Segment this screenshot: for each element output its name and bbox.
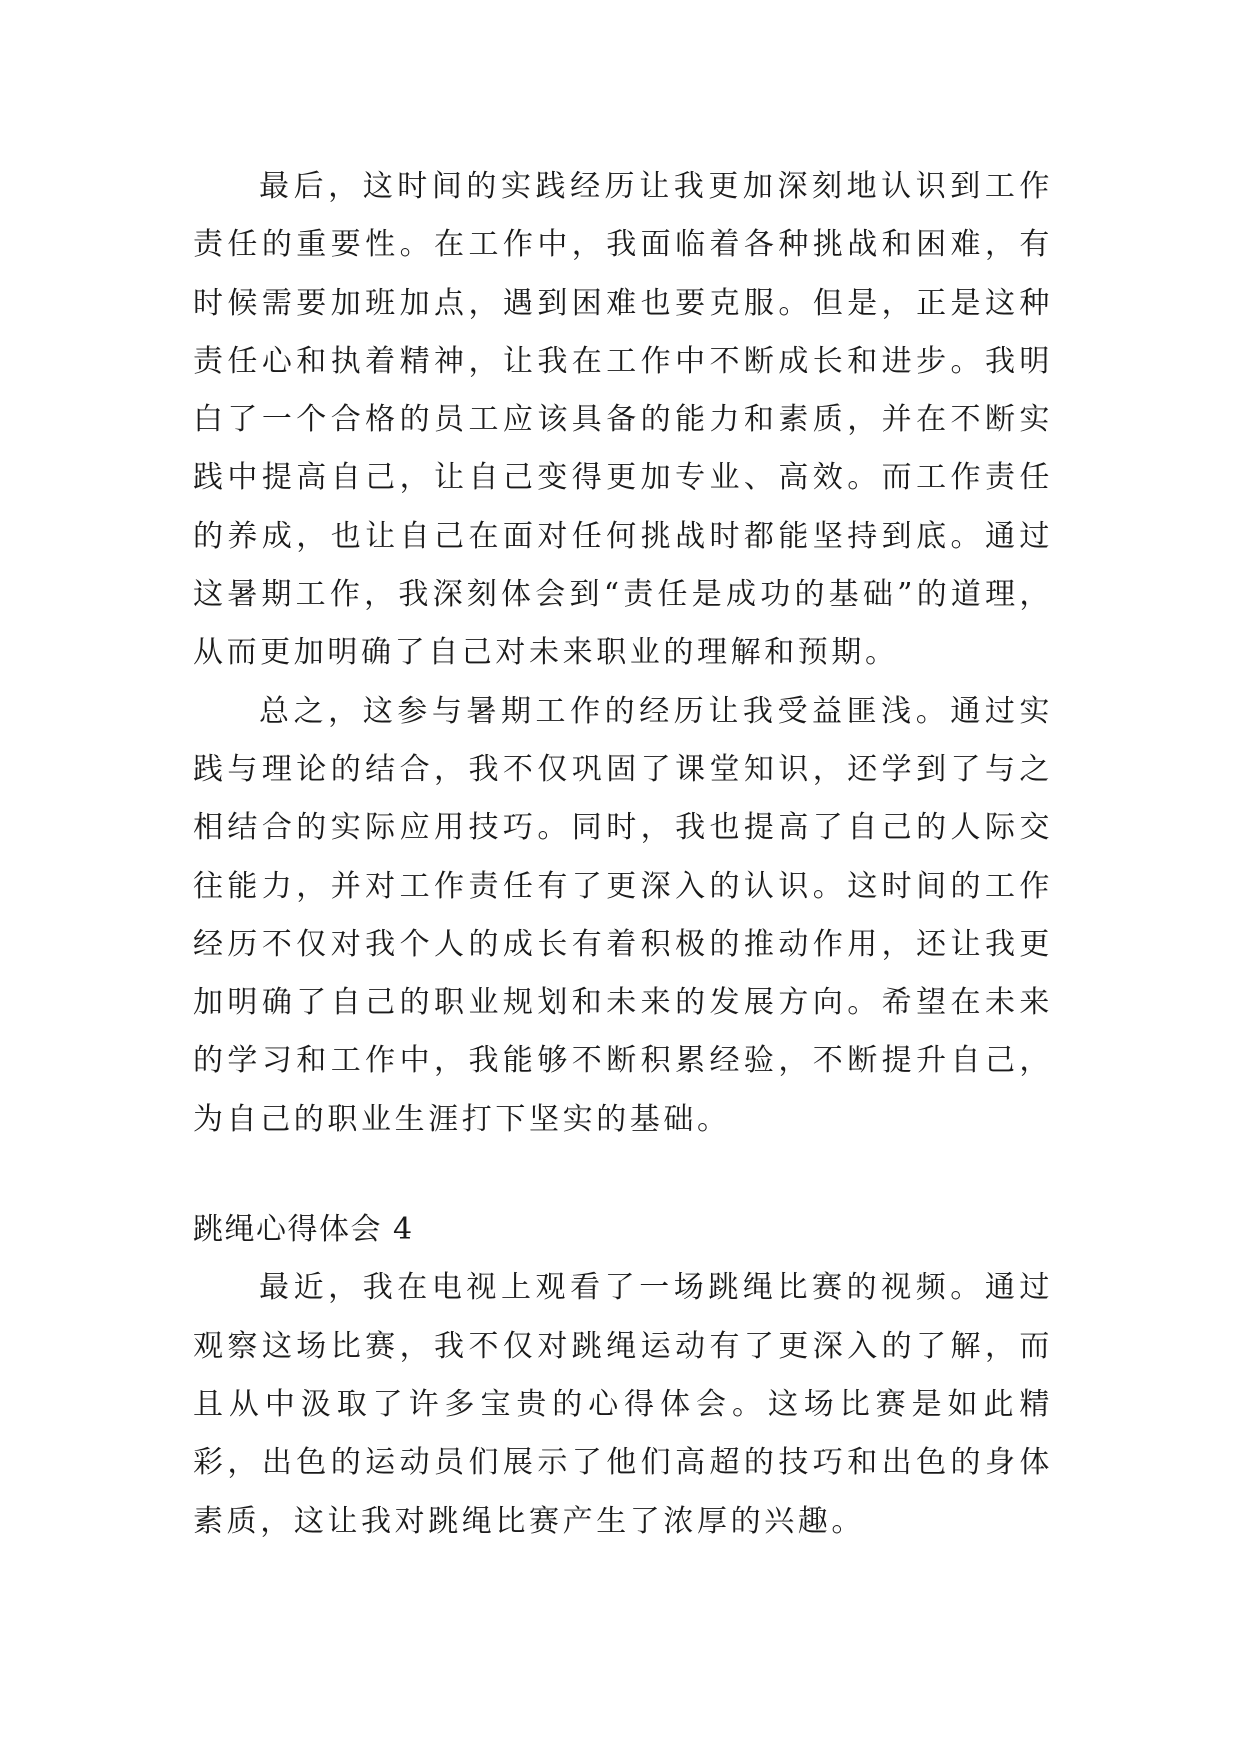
section-heading: 跳绳心得体会 4 bbox=[193, 1212, 414, 1248]
paragraph-jump-rope-intro: 最近，我在电视上观看了一场跳绳比赛的视频。通过观察这场比赛，我不仅对跳绳运动有了更深入的了解，而且从中汲取了许多宝贵的心得体会。这场比赛是如此精彩，出色的运动员们展示了他们高超的技巧和出色的身体素质，这让我对跳绳比赛产生了浓厚的兴趣。 bbox=[193, 1270, 1053, 1539]
paragraph-responsibility: 最后，这时间的实践经历让我更加深刻地认识到工作责任的重要性。在工作中，我面临着各种挑战和困难，有时候需要加班加点，遇到困难也要克服。但是，正是这种责任心和执着精神，让我在工作中不断成长和进步。我明白了一个合格的员工应该具备的能力和素质，并在不断实践中提高自己，让自己变得更加专业、高效。而工作责任的养成，也让自己在面对任何挑战时都能坚持到底。通过这暑期工作，我深刻体会到“责任是成功的基础”的道理，从而更加明确了自己对未来职业的理解和预期。 bbox=[193, 169, 1053, 671]
document-body bbox=[193, 158, 1053, 1551]
paragraph-summary: 总之，这参与暑期工作的经历让我受益匪浅。通过实践与理论的结合，我不仅巩固了课堂知识，还学到了与之相结合的实际应用技巧。同时，我也提高了自己的人际交往能力，并对工作责任有了更深入的认识。这时间的工作经历不仅对我个人的成长有着积极的推动作用，还让我更加明确了自己的职业规划和未来的发展方向。希望在未来的学习和工作中，我能够不断积累经验，不断提升自己，为自己的职业生涯打下坚实的基础。 bbox=[193, 693, 1053, 1137]
